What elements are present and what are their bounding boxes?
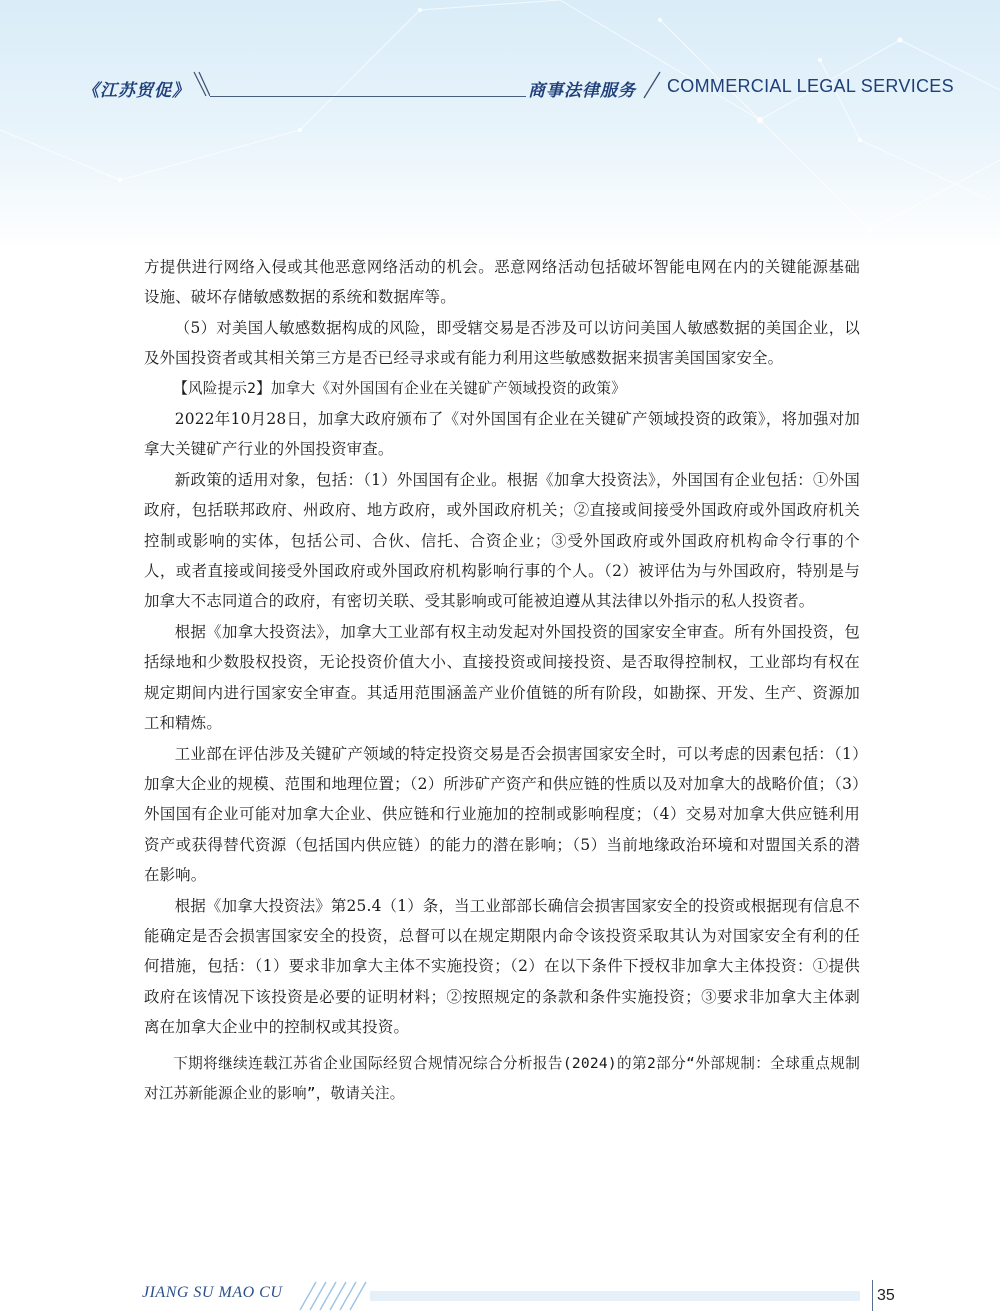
section-title-en: COMMERCIAL LEGAL SERVICES (667, 76, 954, 96)
article-body (144, 252, 860, 1109)
network-decoration (0, 0, 1000, 250)
paragraph-continuation: 方提供进行网络入侵或其他恶意网络活动的机会。恶意网络活动包括破坏智能电网在内的关键能源基础设施、破坏存储敏感数据的系统和数据库等。 (144, 258, 860, 307)
magazine-title: 《江苏贸促》 (82, 81, 190, 101)
paragraph: 新政策的适用对象，包括：（1）外国国有企业。根据《加拿大投资法》，外国国有企业包括：①外国政府，包括联邦政府、州政府、地方政府，或外国政府机关；②直接或间接受外国政府或外国政府机关控制或影响的实体，包括公司、合伙、信托、合资企业；③受外国政府或外国政府机构命令行事的个人，或者直接或间接受外国政府或外国政府机构影响行事的个人。（2）被评估为与外国政府，特别是与加拿大不志同道合的政府，有密切关联、受其影响或可能被迫遵从其法律以外指示的私人投资者。 (144, 470, 860, 611)
header-rule (210, 96, 526, 97)
paragraph: 工业部在评估涉及关键矿产领域的特定投资交易是否会损害国家安全时，可以考虑的因素包括：（1）加拿大企业的规模、范围和地理位置；（2）所涉矿产资产和供应链的性质以及对加拿大的战略价值；（3）外国国有企业可能对加拿大企业、供应链和行业施加的控制或影响程度；（4）交易对加拿大供应链利用资产或获得替代资源（包括国内供应链）的能力的潜在影响；（5）当前地缘政治环境和对盟国关系的潜在影响。 (144, 744, 860, 885)
footer-stripe-decoration (290, 1280, 860, 1311)
paragraph: 根据《加拿大投资法》第25.4（1）条，当工业部部长确信会损害国家安全的投资或根据现有信息不能确定是否会损害国家安全的投资，总督可以在规定期限内命令该投资采取其认为对国家安全有利的任何措施，包括：（1）要求非加拿大主体不实施投资；（2）在以下条件下授权非加拿大主体投资：①提供政府在该情况下该投资是必要的证明材料；②按照规定的条款和条件实施投资；③要求非加拿大主体剥离在加拿大企业中的控制权或其投资。 (144, 896, 860, 1037)
double-slash-icon (190, 70, 210, 98)
risk-tip-heading: 【风险提示2】加拿大《对外国国有企业在关键矿产领域投资的政策》 (173, 379, 626, 397)
section-title-cn: 商事法律服务 (528, 81, 636, 101)
header-background (0, 0, 1000, 250)
slash-divider-icon (640, 70, 662, 100)
paragraph: 2022年10月28日，加拿大政府颁布了《对外国国有企业在关键矿产领域投资的政策》，将加强对加拿大关键矿产行业的外国投资审查。 (144, 410, 860, 459)
footer-magazine-pinyin: JIANG SU MAO CU (142, 1284, 283, 1301)
paragraph: （5）对美国人敏感数据构成的风险，即受辖交易是否涉及可以访问美国人敏感数据的美国企业，以及外国投资者或其相关第三方是否已经寻求或有能力利用这些敏感数据来损害美国国家安全。 (144, 318, 860, 368)
paragraph: 根据《加拿大投资法》，加拿大工业部有权主动发起对外国投资的国家安全审查。所有外国投资，包括绿地和少数股权投资，无论投资价值大小、直接投资或间接投资、是否取得控制权，工业部均有权在规定期间内进行国家安全审查。其适用范围涵盖产业价值链的所有阶段，如勘探、开发、生产、资源加工和精炼。 (144, 622, 860, 733)
closing-note: 下期将继续连载江苏省企业国际经贸合规情况综合分析报告(2024)的第2部分“外部规制：全球重点规制对江苏新能源企业的影响”，敬请关注。 (144, 1054, 860, 1102)
page-number: 35 (877, 1287, 895, 1304)
page-number-divider (872, 1280, 873, 1311)
